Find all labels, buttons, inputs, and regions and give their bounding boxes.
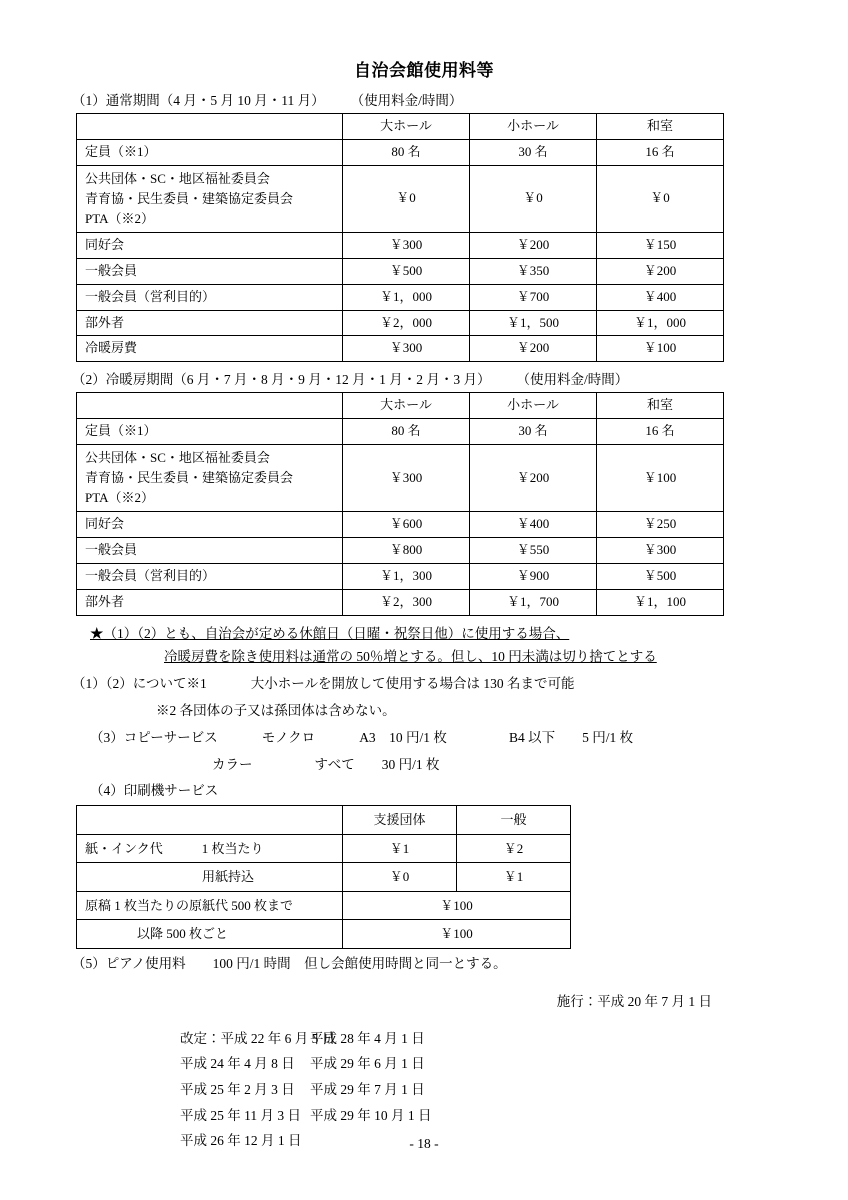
section2-unit: （使用料金/時間） <box>516 372 629 388</box>
cell-value: ￥700 <box>470 284 597 310</box>
row-label: 部外者 <box>77 589 343 615</box>
page-title: 自治会館使用料等 <box>354 61 494 80</box>
row-label: 以降 500 枚ごと <box>77 920 343 949</box>
table-row <box>77 863 571 892</box>
table-row <box>77 139 724 165</box>
cell-value: ￥0 <box>343 165 470 232</box>
cell-value: ￥1 <box>343 834 457 863</box>
cell-value: 16 名 <box>597 419 724 445</box>
copy-color-label: カラー <box>212 756 253 772</box>
copy-service-line <box>72 727 788 750</box>
row-label-line: 公共団体・SC・地区福祉委員会 <box>85 170 270 186</box>
cell-value: ￥0 <box>597 165 724 232</box>
row-label: 原稿 1 枚当たりの原紙代 500 枚まで <box>77 891 343 920</box>
cell-value: ￥100 <box>597 445 724 512</box>
cell-value: ￥900 <box>470 564 597 590</box>
cell-value: 30 名 <box>470 419 597 445</box>
revision-left: 平成 26 年 12 月 1 日 <box>180 1133 302 1149</box>
revision-left: 平成 24 年 4 月 8 日 <box>180 1056 295 1072</box>
revision-right: 平成 29 年 10 月 1 日 <box>310 1107 432 1123</box>
note1-line <box>72 673 788 696</box>
cell-value: ￥0 <box>343 863 457 892</box>
cell-value: ￥300 <box>343 233 470 259</box>
cell-value: ￥2 <box>457 834 571 863</box>
copy-mono-label: モノクロ <box>261 729 316 745</box>
cell-value: ￥200 <box>470 233 597 259</box>
cell-value: ￥400 <box>597 284 724 310</box>
revision-row <box>60 1103 788 1129</box>
table-row <box>77 336 724 362</box>
cell-value: ￥400 <box>470 512 597 538</box>
header-small-hall: 小ホール <box>470 393 597 419</box>
cell-value: ￥0 <box>470 165 597 232</box>
cell-value: ￥150 <box>597 233 724 259</box>
piano-fee-line: （5）ピアノ使用料 100 円/1 時間 但し会館使用時間と同一とする。 <box>72 955 507 971</box>
cell-value: ￥500 <box>343 258 470 284</box>
table-row <box>77 589 724 615</box>
star-note-line2: 冷暖房費を除き使用料は通常の 50％増とする。但し、10 円未満は切り捨てとする <box>164 648 657 664</box>
table-header-row <box>77 806 571 835</box>
cell-value: ￥1，500 <box>470 310 597 336</box>
table-row <box>77 258 724 284</box>
copy-mono-a3: A3 10 円/1 枚 <box>359 729 447 745</box>
row-label: 定員（※1） <box>77 419 343 445</box>
star-note-line1: ★（1）（2）とも、自治会が定める休館日（日曜・祝祭日他）に使用する場合、 <box>90 625 570 641</box>
cell-value: ￥1，000 <box>597 310 724 336</box>
revision-row <box>60 1026 788 1052</box>
revision-row <box>60 1051 788 1077</box>
cell-value: 30 名 <box>470 139 597 165</box>
cell-value: ￥500 <box>597 564 724 590</box>
row-label: 同好会 <box>77 233 343 259</box>
section1-heading: （1）通常期間（4 月・5 月 10 月・11 月） <box>72 93 325 108</box>
table-row <box>77 538 724 564</box>
header-blank <box>77 393 343 419</box>
cell-value: ￥300 <box>597 538 724 564</box>
cell-value: ￥350 <box>470 258 597 284</box>
star-note <box>90 623 788 669</box>
section2-heading-line <box>72 368 788 388</box>
row-label: 一般会員（営利目的） <box>77 564 343 590</box>
table-row <box>77 165 724 232</box>
row-label: 定員（※1） <box>77 139 343 165</box>
cell-value-span: ￥100 <box>343 891 571 920</box>
table-row <box>77 920 571 949</box>
enforcement-date: 施行：平成 20 年 7 月 1 日 <box>556 993 712 1009</box>
note1-prefix: （1）（2）について※1 <box>72 675 207 691</box>
revision-left: 平成 25 年 11 月 3 日 <box>180 1107 301 1123</box>
table-row <box>77 310 724 336</box>
cell-value: ￥1，100 <box>597 589 724 615</box>
table-row <box>77 445 724 512</box>
header-large-hall: 大ホール <box>343 393 470 419</box>
cell-value-span: ￥100 <box>343 920 571 949</box>
cell-value: ￥600 <box>343 512 470 538</box>
header-small-hall: 小ホール <box>470 114 597 140</box>
cell-value: 80 名 <box>343 419 470 445</box>
print-service-table <box>76 805 571 949</box>
cell-value: ￥1 <box>457 863 571 892</box>
cell-value: ￥800 <box>343 538 470 564</box>
row-label: 用紙持込 <box>77 863 343 892</box>
table-row <box>77 284 724 310</box>
fee-table-normal-period <box>76 113 724 362</box>
row-label: 紙・インク代 1 枚当たり <box>77 834 343 863</box>
copy-service-heading: （3）コピーサービス <box>90 729 218 745</box>
cell-value: ￥2，300 <box>343 589 470 615</box>
cell-value: ￥300 <box>343 445 470 512</box>
cell-value: ￥300 <box>343 336 470 362</box>
print-service-heading-line <box>72 780 788 803</box>
fee-table-heating-cooling-period <box>76 392 724 615</box>
cell-value: 80 名 <box>343 139 470 165</box>
row-label-line: 青育協・民生委員・建築協定委員会 <box>85 470 294 486</box>
cell-value: ￥1，300 <box>343 564 470 590</box>
cell-value: ￥100 <box>597 336 724 362</box>
note2-line: ※2 各団体の子又は孫団体は含めない。 <box>156 702 396 718</box>
row-label: 冷暖房費 <box>77 336 343 362</box>
header-support-group: 支援団体 <box>343 806 457 835</box>
header-blank <box>77 806 343 835</box>
revision-right: 平成 28 年 4 月 1 日 <box>310 1030 425 1046</box>
cell-value: ￥200 <box>470 336 597 362</box>
cell-value: 16 名 <box>597 139 724 165</box>
header-blank <box>77 114 343 140</box>
revision-right: 平成 29 年 7 月 1 日 <box>310 1082 425 1098</box>
cell-value: ￥2，000 <box>343 310 470 336</box>
table-row <box>77 891 571 920</box>
section2-heading: （2）冷暖房期間（6 月・7 月・8 月・9 月・12 月・1 月・2 月・3 月） <box>72 372 491 388</box>
table-header-row <box>77 114 724 140</box>
print-service-heading: （4）印刷機サービス <box>90 783 219 799</box>
cell-value: ￥1，700 <box>470 589 597 615</box>
revision-left: 平成 25 年 2 月 3 日 <box>180 1082 295 1098</box>
table-header-row <box>77 393 724 419</box>
row-label-multiline <box>77 165 343 232</box>
row-label-multiline <box>77 445 343 512</box>
table-row <box>77 564 724 590</box>
revision-row <box>60 1077 788 1103</box>
section1-heading-line <box>72 89 788 109</box>
table-row <box>77 419 724 445</box>
header-general: 一般 <box>457 806 571 835</box>
table-row <box>77 512 724 538</box>
revision-history <box>60 1026 788 1154</box>
section1-unit: （使用料金/時間） <box>350 93 463 108</box>
row-label: 一般会員 <box>77 538 343 564</box>
table-row <box>77 233 724 259</box>
copy-service-color-line <box>212 754 788 777</box>
row-label: 一般会員 <box>77 258 343 284</box>
cell-value: ￥1，000 <box>343 284 470 310</box>
cell-value: ￥550 <box>470 538 597 564</box>
cell-value: ￥200 <box>597 258 724 284</box>
table-row <box>77 834 571 863</box>
revision-right: 平成 29 年 6 月 1 日 <box>310 1056 425 1072</box>
cell-value: ￥200 <box>470 445 597 512</box>
header-japanese-room: 和室 <box>597 393 724 419</box>
row-label-line: PTA（※2） <box>85 210 155 226</box>
row-label: 一般会員（営利目的） <box>77 284 343 310</box>
header-japanese-room: 和室 <box>597 114 724 140</box>
copy-color-all: すべて 30 円/1 枚 <box>314 756 440 772</box>
page-number: - 18 - <box>409 1136 439 1151</box>
row-label: 部外者 <box>77 310 343 336</box>
header-large-hall: 大ホール <box>343 114 470 140</box>
copy-mono-b4: B4 以下 5 円/1 枚 <box>508 729 634 745</box>
row-label-line: PTA（※2） <box>85 490 155 506</box>
cell-value: ￥250 <box>597 512 724 538</box>
note1-text: 大小ホールを開放して使用する場合は 130 名まで可能 <box>250 675 575 691</box>
row-label-line: 公共団体・SC・地区福祉委員会 <box>85 450 270 466</box>
row-label: 同好会 <box>77 512 343 538</box>
revision-left: 改定：平成 22 年 6 月 5 日 <box>180 1030 336 1046</box>
row-label-line: 青育協・民生委員・建築協定委員会 <box>85 190 294 206</box>
